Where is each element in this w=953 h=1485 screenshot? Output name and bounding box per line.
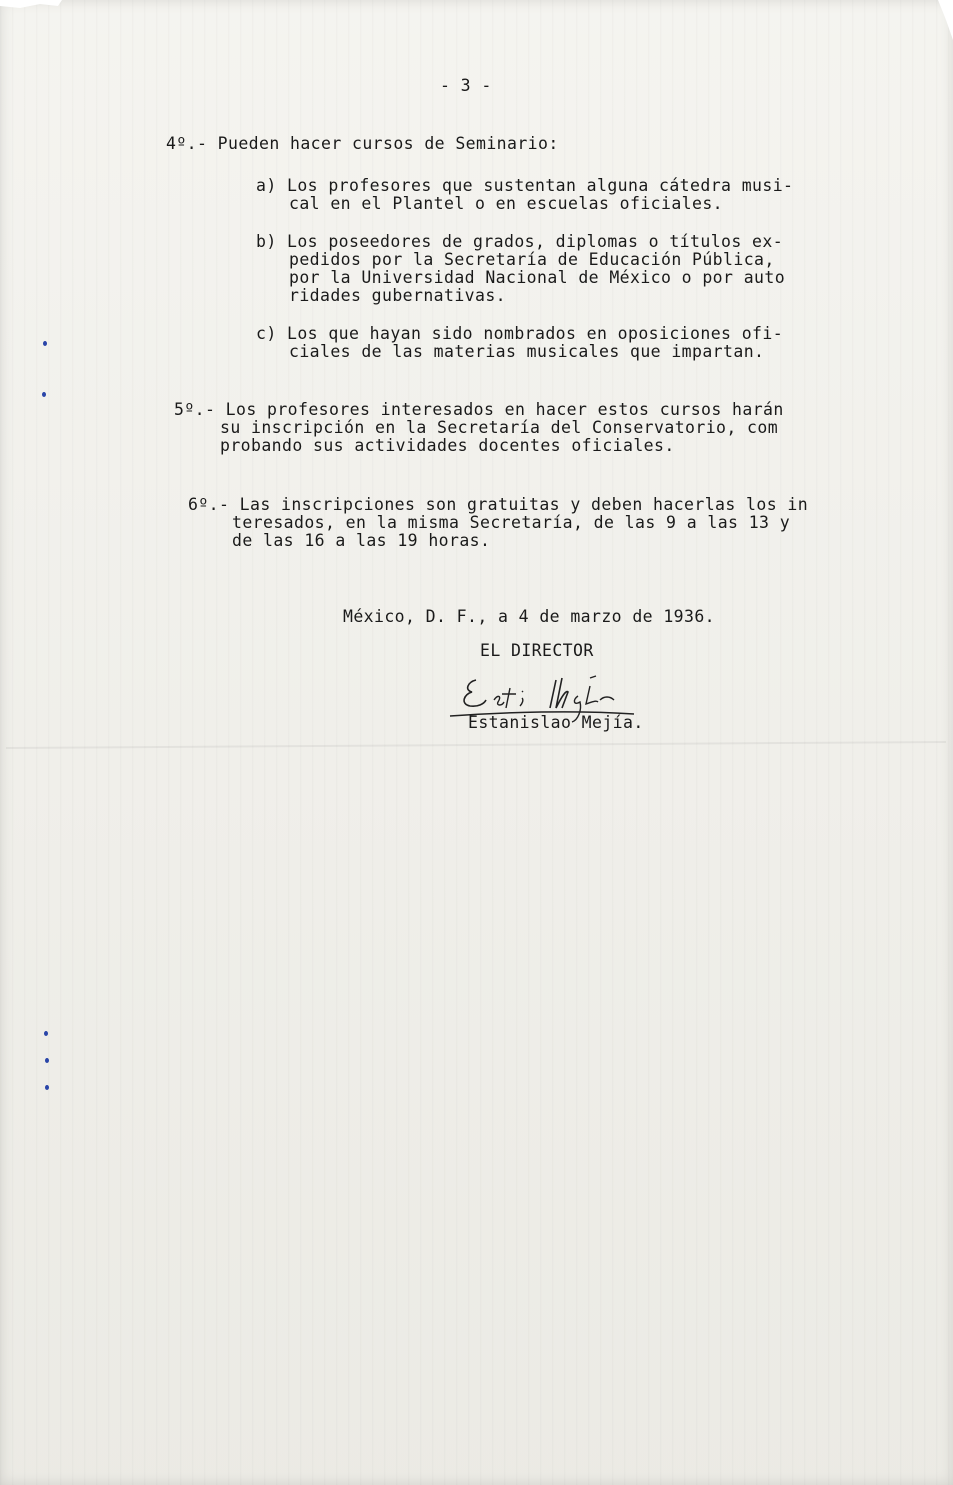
- margin-ink-mark: [44, 1031, 48, 1036]
- margin-ink-mark: [43, 341, 47, 346]
- item-6-line-1: 6º.- Las inscripciones son gratuitas y deben hacerlas los in: [188, 495, 809, 514]
- item-4-heading: 4º.- Pueden hacer cursos de Seminario:: [166, 134, 559, 153]
- margin-ink-mark: [45, 1058, 49, 1063]
- item-4a-line-2: cal en el Plantel o en escuelas oficiales.: [289, 194, 724, 213]
- item-4b-line-3: por la Universidad Nacional de México o por auto: [289, 268, 786, 287]
- item-5-line-3: probando sus actividades docentes oficiales.: [220, 436, 675, 455]
- item-6-line-3: de las 16 a las 19 horas.: [232, 531, 491, 550]
- page-number: - 3 -: [440, 76, 492, 95]
- item-4c-line-1: c) Los que hayan sido nombrados en oposiciones ofi-: [256, 324, 784, 343]
- item-5-line-1: 5º.- Los profesores interesados en hacer estos cursos harán: [174, 400, 784, 419]
- date-line: México, D. F., a 4 de marzo de 1936.: [343, 607, 716, 626]
- item-4b-line-2: pedidos por la Secretaría de Educación Pública,: [289, 250, 775, 269]
- item-4b-line-4: ridades gubernativas.: [289, 286, 507, 305]
- item-4b-line-1: b) Los poseedores de grados, diplomas o títulos ex-: [256, 232, 784, 251]
- item-6-line-2: teresados, en la misma Secretaría, de las 9 a las 13 y: [232, 513, 791, 532]
- margin-ink-mark: [42, 392, 46, 397]
- item-4c-line-2: ciales de las materias musicales que impartan.: [289, 342, 765, 361]
- item-4a-line-1: a) Los profesores que sustentan alguna cátedra musi-: [256, 176, 794, 195]
- director-title: EL DIRECTOR: [480, 641, 594, 660]
- item-5-line-2: su inscripción en la Secretaría del Conservatorio, com: [220, 418, 779, 437]
- margin-ink-mark: [45, 1085, 49, 1090]
- director-name: Estanislao Mejía.: [468, 713, 644, 732]
